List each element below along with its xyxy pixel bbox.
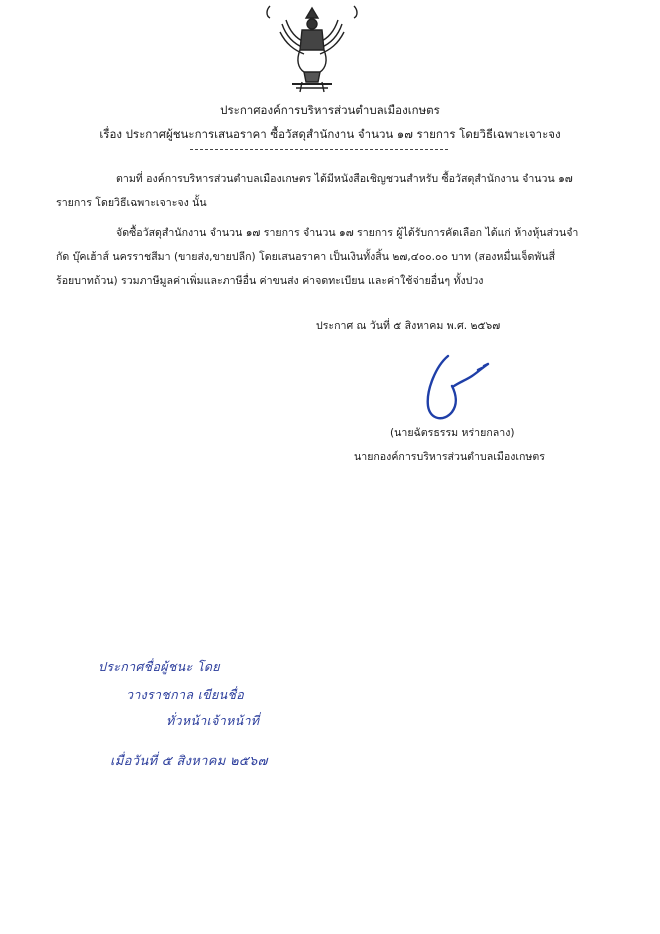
paragraph-2-line-3: ร้อยบาทถ้วน) รวมภาษีมูลค่าเพิ่มและภาษีอื่น ค่าขนส่ง ค่าจดทะเบียน และค่าใช้จ่ายอื่นๆ ทั้งปวง: [56, 275, 484, 287]
handwritten-note-line-3: ทั่วหน้าเจ้าหน้าที่: [166, 713, 260, 728]
handwritten-note-line-1: ประกาศชื่อผู้ชนะ โดย: [98, 659, 220, 674]
paragraph-2-line-2: กัด บุ๊คเฮ้าส์ นครราชสีมา (ขายส่ง,ขายปลีก) โดยเสนอราคา เป็นเงินทั้งสิ้น ๒๗,๔๐๐.๐๐ บาท (สองหมื่นเจ็ดพันสี่: [56, 251, 556, 263]
paragraph-1-line-1: ตามที่ องค์การบริหารส่วนตำบลเมืองเกษตร ได้มีหนังสือเชิญชวนสำหรับ ซื้อวัสดุสำนักงาน จำนวน ๑๗: [116, 173, 573, 185]
document-subject: เรื่อง ประกาศผู้ชนะการเสนอราคา ซื้อวัสดุสำนักงาน จำนวน ๑๗ รายการ โดยวิธีเฉพาะเจาะจง: [99, 127, 561, 141]
handwritten-note-line-2: วางราชกาล เขียนชื่อ: [126, 687, 245, 702]
announcement-date: ประกาศ ณ วันที่ ๕ สิงหาคม พ.ศ. ๒๕๖๗: [316, 320, 501, 332]
divider: [190, 149, 448, 150]
signatory-position: นายกองค์การบริหารส่วนตำบลเมืองเกษตร: [354, 451, 545, 463]
paragraph-1-line-2: รายการ โดยวิธีเฉพาะเจาะจง นั้น: [56, 197, 207, 209]
paragraph-2-line-1: จัดซื้อวัสดุสำนักงาน จำนวน ๑๗ รายการ จำนวน ๑๗ รายการ ผู้ได้รับการคัดเลือก ได้แก่ ห้างหุ้นส่วนจำ: [116, 227, 579, 239]
handwritten-note-line-4: เมื่อวันที่ ๕ สิงหาคม ๒๕๖๗: [110, 754, 268, 769]
garuda-emblem-icon: [262, 2, 362, 96]
document-title: ประกาศองค์การบริหารส่วนตำบลเมืองเกษตร: [220, 103, 440, 117]
signature-icon: [408, 346, 508, 426]
signatory-name: (นายฉัตรธรรม หร่ายกลาง): [390, 427, 515, 439]
